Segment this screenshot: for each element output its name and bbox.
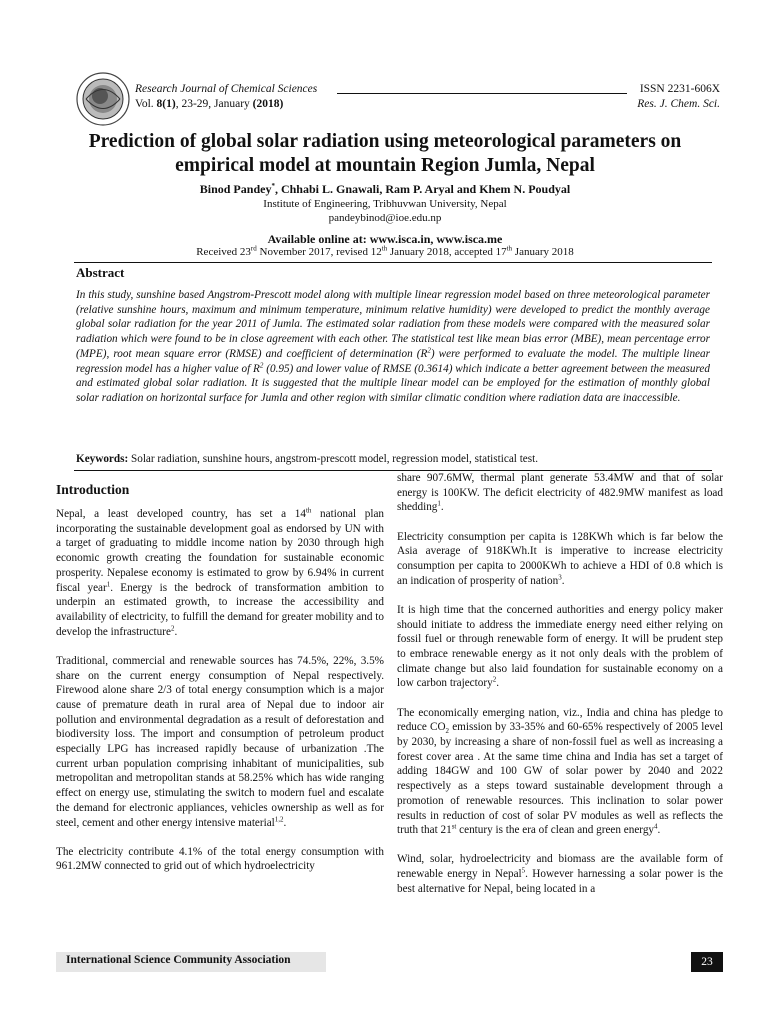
abstract-heading: Abstract: [76, 265, 125, 280]
abstract-text: ) were performed to evaluate the model. The multiple linear regression model has a higher value of R: [76, 347, 710, 375]
paragraph: [56, 507, 384, 639]
citation: 4: [654, 822, 658, 831]
keywords-text: Solar radiation, sunshine hours, angstrom-prescott model, regression model, statistical test.: [128, 453, 539, 465]
left-column: [56, 507, 384, 889]
subscript: 2: [445, 727, 450, 736]
author-list: [60, 182, 710, 197]
paragraph: [397, 706, 723, 838]
author-rest: , Chhabi L. Gnawali, Ram P. Aryal and Khem N. Poudyal: [274, 182, 571, 196]
text: Traditional, commercial and renewable sources has 74.5%, 22%, 3.5% share on the current energy consumption of Nepal respectively. Firewood alone share 2/3 of total energy consumption which is a major cause of premature death in rural area of Nepal due to indoor air pollution and environmental degradation as a result of deforestation and biodiversity loss. The import and consumption of petroleum product especially LPG has increased rapidly because of urbanization .The current urban population comprising inhabitant of municipalities, sub metropolitan and metropolitan stands at 58.25% which has wide ranging effect on energy use, stimulating the switch to modern fuel and escalate the demand for electronic appliances, vehicles ownership as well as for steel, cement and other energy intensive material: [56, 654, 384, 829]
received-dates: [60, 246, 710, 258]
text: .: [496, 677, 499, 690]
text: .: [657, 824, 661, 837]
affiliation: Institute of Engineering, Tribhuvwan University, Nepal: [263, 198, 507, 210]
superscript: st: [451, 822, 457, 831]
abstract-text: In this study, sunshine based Angstrom-Prescott model along with multiple linear regression model based on three meteorological parameter (relative sunshine hours, maximum and minimum temperature, minimum relative humidity) were developed to predict the monthly average global solar radiation for the year 2011 of Jumla. The estimated solar radiation from these models were compared with the measured solar radiation which were found to be in close agreement with each other. The statistical test like mean bias error (MBE), mean percentage error (MPE), root mean square error (RMSE) and coefficient of determination (R: [76, 289, 710, 360]
footer-organization: International Science Community Association: [66, 954, 291, 966]
corresponding-mark: *: [271, 182, 275, 190]
text: .: [561, 574, 565, 587]
text: . However harnessing a solar power is the best alternative for Nepal, being located in a: [397, 868, 723, 895]
text: national plan incorporating the sustainable development goal as endorsed by UN with a target of graduating to middle income nation by 2030 through high economic growth creating the foundation for sustainable economic prosperity. Nepalese economy is estimated to grow by 6.94% in current fiscal year: [56, 508, 384, 594]
text: The economically emerging nation, viz., India and china has pledge to reduce CO: [397, 706, 723, 734]
received-sup: rd: [250, 244, 257, 253]
short-title: Res. J. Chem. Sci.: [637, 98, 720, 110]
introduction-heading: Introduction: [56, 482, 130, 497]
citation: 5: [521, 866, 526, 875]
journal-logo: [76, 72, 130, 126]
abstract-text: (0.95) and lower value of RMSE (0.3614) which indicate a better agreement between the measured and estimated global solar radiation. It is suggested that the multiple linear model can be employed for the estimation of monthly global solar radiation on horizontal surface for Jumla and other region with similar climatic condition where radiation data are inaccessible.: [76, 362, 710, 404]
keywords-label: Keywords:: [76, 453, 129, 465]
abstract-body: [76, 288, 710, 406]
received-part: Received 23: [196, 246, 251, 258]
paper-title: Prediction of global solar radiation using meteorological parameters on empirical model at mountain Region Jumla, Nepal: [88, 131, 682, 176]
text: .: [440, 501, 444, 514]
paragraph: [397, 471, 723, 515]
accepted-part: January 2018, accepted 17: [387, 246, 507, 258]
citation: 2: [170, 623, 175, 632]
paragraph: The electricity contribute 4.1% of the total energy consumption with 961.2MW connected to grid out of which hydroelectricity: [56, 845, 384, 873]
citation: 2: [492, 675, 497, 684]
author-first: Binod Pandey: [199, 182, 272, 196]
text: .: [174, 625, 178, 638]
revised-part: November 2017, revised 12: [256, 246, 382, 258]
page-number: 23: [691, 952, 723, 972]
citation: 1: [437, 499, 441, 508]
abstract-rule: [74, 262, 712, 263]
text: . Energy is the bedrock of transformation ambition to underpin an estimated growth, to increase the accessibility and availability of electricity, to fulfill the demand for greater mobility and to develop the infrastructure: [56, 581, 384, 638]
text: .: [283, 816, 287, 829]
pages-date: , 23-29, January: [175, 98, 253, 110]
text: Nepal, a least developed country, has set a 14: [56, 508, 306, 520]
email[interactable]: pandeybinod@ioe.edu.np: [328, 212, 442, 224]
right-column: [397, 471, 723, 911]
text: It is high time that the concerned authorities and energy policy maker should initiate to address the immediate energy need either relying on fossil fuel or through renewable form of energy. It will be prudent step to embrace renewable energy as it not only deals with the problem of climate change but also laid foundation for sustainable economy on a low carbon trajectory: [397, 603, 723, 690]
journal-name: Research Journal of Chemical Sciences: [135, 83, 318, 95]
year: (2018): [252, 98, 284, 110]
running-header-right: [560, 82, 720, 112]
text: Wind, solar, hydroelectricity and biomass are the available form of renewable energy in Nepal: [397, 853, 723, 881]
revised-sup: th: [381, 244, 388, 253]
abstract-sup: 2: [427, 346, 431, 355]
text: Electricity consumption per capita is 128KWh which is far below the Asia average of 918KWh.It is imperative to increase electricity consumption per capita to 2000KWh to achieve a HDI of 0.8 which is an indication of prosperity of nation: [397, 530, 723, 587]
accepted-year: January 2018: [512, 246, 574, 258]
running-header-left: [135, 82, 475, 112]
issn: ISSN 2231-606X: [639, 83, 720, 95]
abstract-sup: 2: [259, 360, 264, 369]
volume-number: 8(1): [156, 98, 176, 110]
citation: 1: [106, 579, 111, 588]
volume-prefix: Vol.: [135, 98, 157, 110]
available-online: Available online at: www.isca.in, www.isca.me: [267, 232, 503, 246]
paragraph: [397, 852, 723, 896]
text: century is the era of clean and green energy: [456, 824, 655, 837]
text: share 907.6MW, thermal plant generate 53.4MW and that of solar energy is 100KW. The deficit electricity of 482.9MW manifest as load shedding: [397, 472, 723, 514]
accepted-sup: th: [506, 244, 513, 253]
paragraph: [397, 603, 723, 691]
text: emission by 33-35% and 60-65% respectively of 2005 level by 2030, by increasing a share of non-fossil fuel as well as increasing a forest cover area . At the same time china and India has set a target of adding 184GW and 100 GW of solar power by 2040 and 2022 respectively as a steps toward sustainable development through a promotion of renewable resources. This inclination to solar power results in reduction of cost of solar PV modules as well as reflects the truth that 21: [397, 721, 723, 837]
paragraph: [397, 530, 723, 589]
keywords: [76, 453, 710, 465]
paragraph: [56, 654, 384, 830]
citation: 1,2: [274, 814, 284, 823]
superscript: th: [305, 506, 312, 515]
citation: 3: [558, 572, 562, 581]
